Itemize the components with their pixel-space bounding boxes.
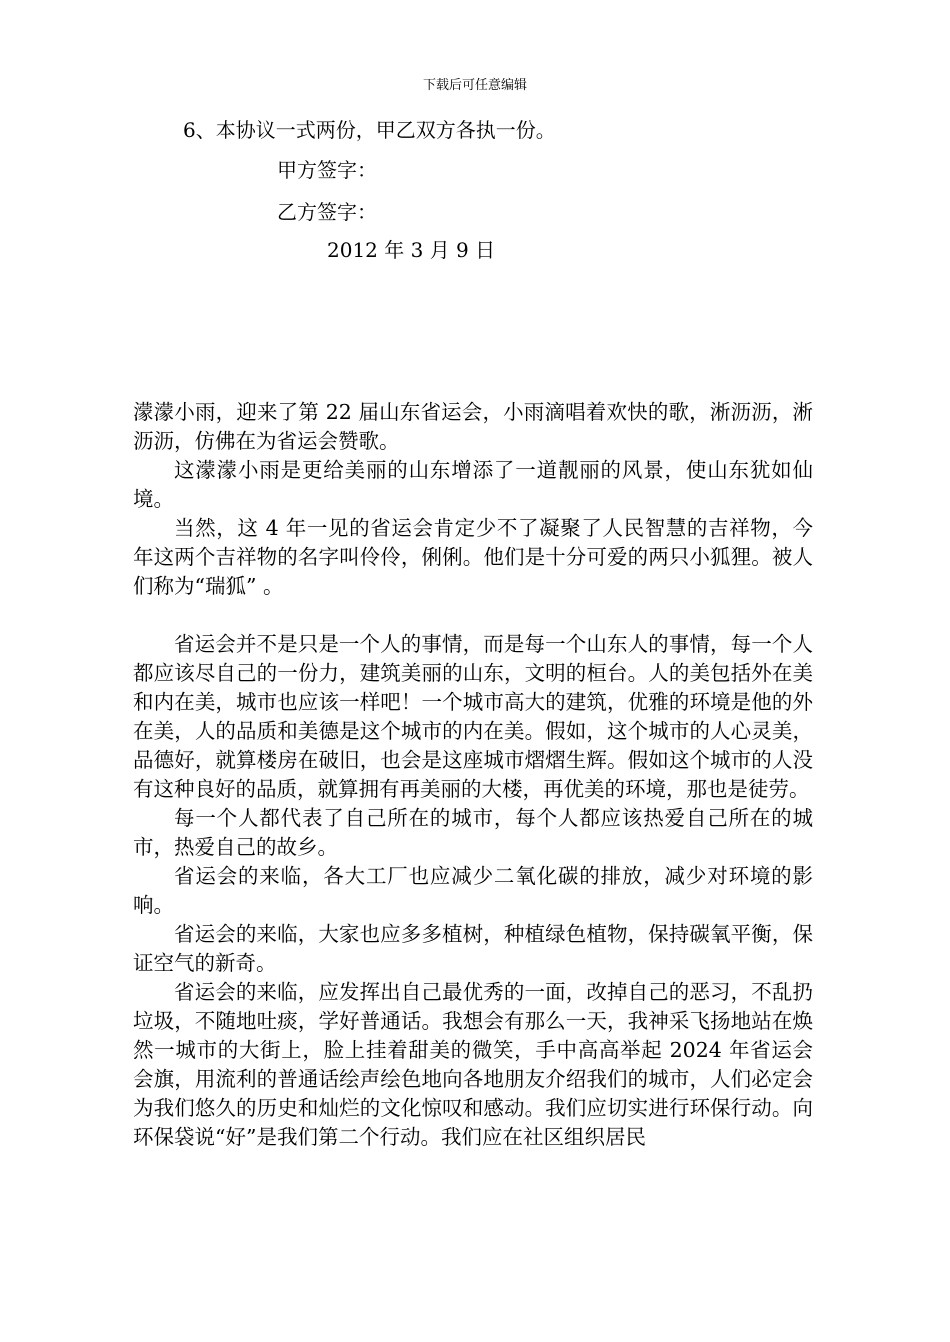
party-a-signature-label: 甲方签字： [277,158,377,182]
essay-paragraph: 省运会并不是只是一个人的事情，而是每一个山东人的事情，每一个人都应该尽自己的一份力，建筑美丽的山东，文明的桓台。人的美包括外在美和内在美，城市也应该一样吧！一个城市高大的建筑，优雅的环境是他的外在美，人的品质和美德是这个城市的内在美。假如，这个城市的人心灵美，品德好，就算楼房在破旧，也会是这座城市熠熠生辉。假如这个城市的人没有这种良好的品质，就算拥有再美丽的大楼，再优美的环境，那也是徒劳。 [133,632,813,801]
agreement-date: 2012 年 3 月 9 日 [327,238,496,262]
essay-paragraph: 省运会的来临，各大工厂也应减少二氧化碳的排放，减少对环境的影响。 [133,864,813,917]
essay-paragraph: 省运会的来临，应发挥出自己最优秀的一面，改掉自己的恶习，不乱扔垃圾，不随地吐痰，学好普通话。我想会有那么一天，我神采飞扬地站在焕然一城市的大街上，脸上挂着甜美的微笑，手中高高举起 2024 年省运会会旗，用流利的普通话绘声绘色地向各地朋友介绍我们的城市，人们必定会为我们悠久的历史和灿烂的文化惊叹和感动。我们应切实进行环保行动。向环保袋说“好”是我们第二个行动。我们应在社区组织居民 [133,980,813,1149]
agreement-clause-6: 6、本协议一式两份，甲乙双方各执一份。 [183,118,556,142]
essay-paragraph: 每一个人都代表了自己所在的城市，每个人都应该热爱自己所在的城市，热爱自己的故乡。 [133,806,813,859]
header-note: 下载后可任意编辑 [422,78,527,93]
essay-paragraph: 濛濛小雨，迎来了第 22 届山东省运会，小雨滴唱着欢快的歌，淅沥沥，淅沥沥，仿佛在为省运会赞歌。 [133,400,813,453]
essay-paragraph: 省运会的来临，大家也应多多植树，种植绿色植物，保持碳氧平衡，保证空气的新奇。 [133,922,813,975]
party-b-signature-label: 乙方签字： [277,200,377,224]
essay-body [133,398,813,1152]
essay-paragraph: 这濛濛小雨是更给美丽的山东增添了一道靓丽的风景，使山东犹如仙境。 [133,458,813,511]
essay-paragraph: 当然，这 4 年一见的省运会肯定少不了凝聚了人民智慧的吉祥物，今年这两个吉祥物的名字叫伶伶，俐俐。他们是十分可爱的两只小狐狸。被人们称为“瑞狐” 。 [133,516,813,598]
paragraph-spacer [133,601,813,630]
